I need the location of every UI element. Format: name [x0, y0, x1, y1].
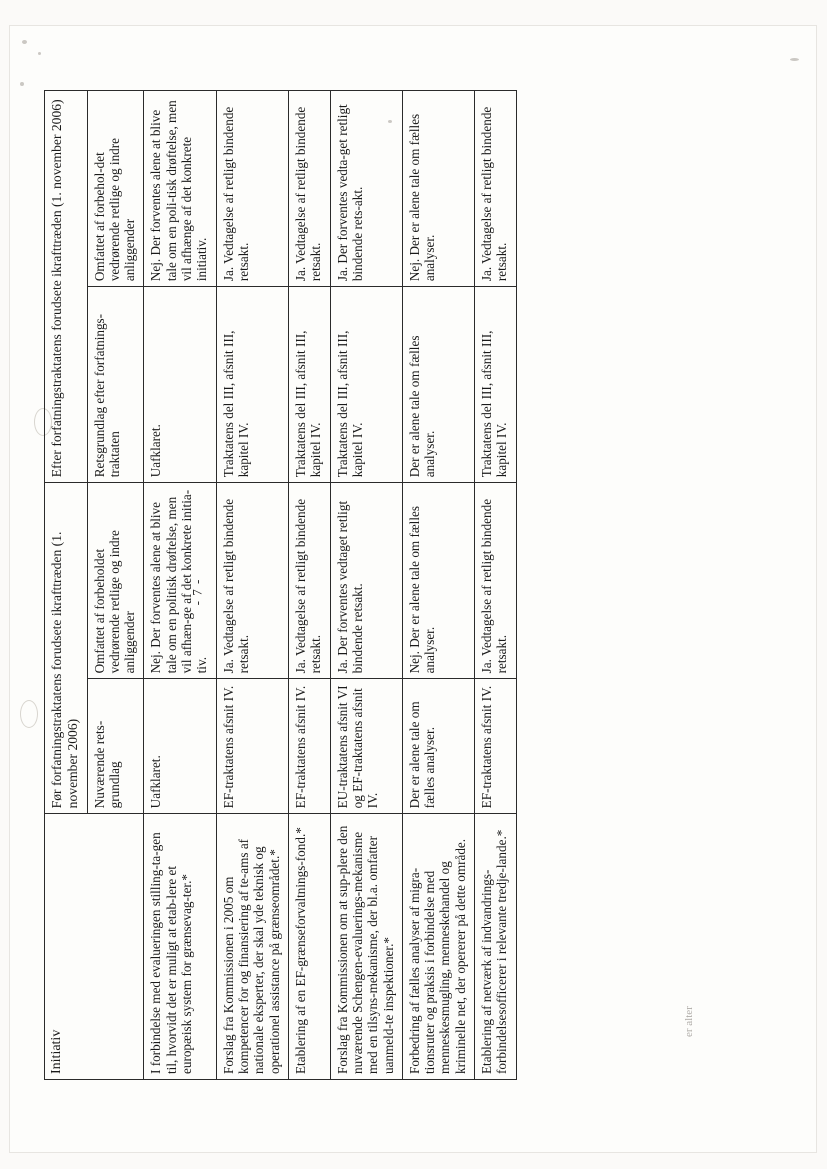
- col-header-legal-basis-after: Retsgrundlag efter forfatnings-traktaten: [87, 286, 144, 482]
- cell-legal-basis-after: Traktatens del III, afsnit III, kapitel IV.: [288, 286, 330, 482]
- cell-legal-basis-after: Uafklaret.: [143, 286, 215, 482]
- cell-legal-basis-after: Traktatens del III, afsnit III, kapitel IV.: [216, 286, 288, 482]
- cell-covered-after: Ja. Vedtagelse af retligt bindende retsakt.: [216, 90, 288, 286]
- cell-covered-after: Ja. Der forventes vedta-get retligt bindende rets-akt.: [330, 90, 402, 286]
- col-header-legal-basis-now: Nuværende rets-grundlag: [87, 678, 144, 813]
- handwriting-smudge: er alter: [683, 1006, 695, 1037]
- cell-covered-now: Nej. Der forventes alene at blive tale om en politisk drøftelse, men vil afhæn-ge af det konkrete initia-tiv.: [143, 482, 215, 678]
- col-header-covered-now: Omfattet af forbeholdet vedrørende retlige og indre anliggender: [87, 482, 144, 678]
- table-row: [143, 90, 215, 1079]
- cell-legal-basis-now: EF-traktatens afsnit IV.: [474, 678, 516, 813]
- cell-initiative: Forslag fra Kommissionen om at sup-plere den nuværende Schengen-evaluerings-mekanisme med en tilsyns-mekanisme, der bl.a. omfatter uanmeld-te inspektioner.*: [330, 813, 402, 1079]
- group-header-before: Før forfatningstraktatens forudsete ikrafttræden (1. november 2006): [44, 482, 87, 813]
- cell-covered-now: Ja. Vedtagelse af retligt bindende retsakt.: [288, 482, 330, 678]
- cell-covered-now: Ja. Der forventes vedtaget retligt bindende retsakt.: [330, 482, 402, 678]
- table-row: [216, 90, 288, 1079]
- cell-legal-basis-now: Uafklaret.: [143, 678, 215, 813]
- table-row: [288, 90, 330, 1079]
- cell-initiative: Forslag fra Kommissionen i 2005 om kompetencer for og finansiering af te-ams af nationale eksperter, der skal yde teknisk og operationel assistance på grænseområdet.*: [216, 813, 288, 1079]
- cell-covered-after: Ja. Vedtagelse af retligt bindende retsakt.: [288, 90, 330, 286]
- group-header-after: Efter forfatningstraktatens forudsete ikrafttræden (1. november 2006): [44, 90, 87, 482]
- cell-legal-basis-after: Traktatens del III, afsnit III, kapitel IV.: [474, 286, 516, 482]
- cell-covered-now: Ja. Vedtagelse af retligt bindende retsakt.: [474, 482, 516, 678]
- page-number: - 7 -: [189, 578, 205, 606]
- cell-initiative: Etablering af en EF-grænseforvaltnings-fond.*: [288, 813, 330, 1079]
- cell-legal-basis-now: EF-traktatens afsnit IV.: [288, 678, 330, 813]
- cell-legal-basis-now: EU-traktatens afsnit VI og EF-traktatens afsnit IV.: [330, 678, 402, 813]
- initiative-header-cell: Initiativ: [44, 813, 143, 1079]
- cell-covered-now: Ja. Vedtagelse af retligt bindende retsakt.: [216, 482, 288, 678]
- cell-legal-basis-after: Der er alene tale om fælles analyser.: [402, 286, 474, 482]
- table-row: [330, 90, 402, 1079]
- cell-covered-after: Nej. Der forventes alene at blive tale om en poli-tisk drøftelse, men vil afhænge af det konkrete initiativ.: [143, 90, 215, 286]
- cell-legal-basis-after: Traktatens del III, afsnit III, kapitel IV.: [330, 286, 402, 482]
- table-row: [474, 90, 516, 1079]
- cell-initiative: Etablering af netværk af indvandrings-forbindelsesofficerer i relevante tredje-lande.*: [474, 813, 516, 1079]
- col-header-covered-after: Omfattet af forbehol-det vedrørende retlige og indre anliggender: [87, 90, 144, 286]
- table-row: [402, 90, 474, 1079]
- comparison-table: [44, 90, 517, 1080]
- cell-initiative: I forbindelse med evalueringen stilling-ta-gen til, hvorvidt det er muligt at etab-lere et europæisk system for grænsevag-ter.*: [143, 813, 215, 1079]
- cell-covered-now: Nej. Der er alene tale om fælles analyser.: [402, 482, 474, 678]
- cell-initiative: Forbedring af fælles analyser af migra-tionsruter og praksis i forbindelse med menneskesmugling, menneskehandel og kriminelle net, der opererer på dette område.: [402, 813, 474, 1079]
- cell-covered-after: Nej. Der er alene tale om fælles analyser.: [402, 90, 474, 286]
- cell-covered-after: Ja. Vedtagelse af retligt bindende retsakt.: [474, 90, 516, 286]
- table-group-header-row: [44, 90, 87, 1079]
- cell-legal-basis-now: EF-traktatens afsnit IV.: [216, 678, 288, 813]
- rotated-table-container: [44, 90, 784, 1080]
- cell-legal-basis-now: Der er alene tale om fælles analyser.: [402, 678, 474, 813]
